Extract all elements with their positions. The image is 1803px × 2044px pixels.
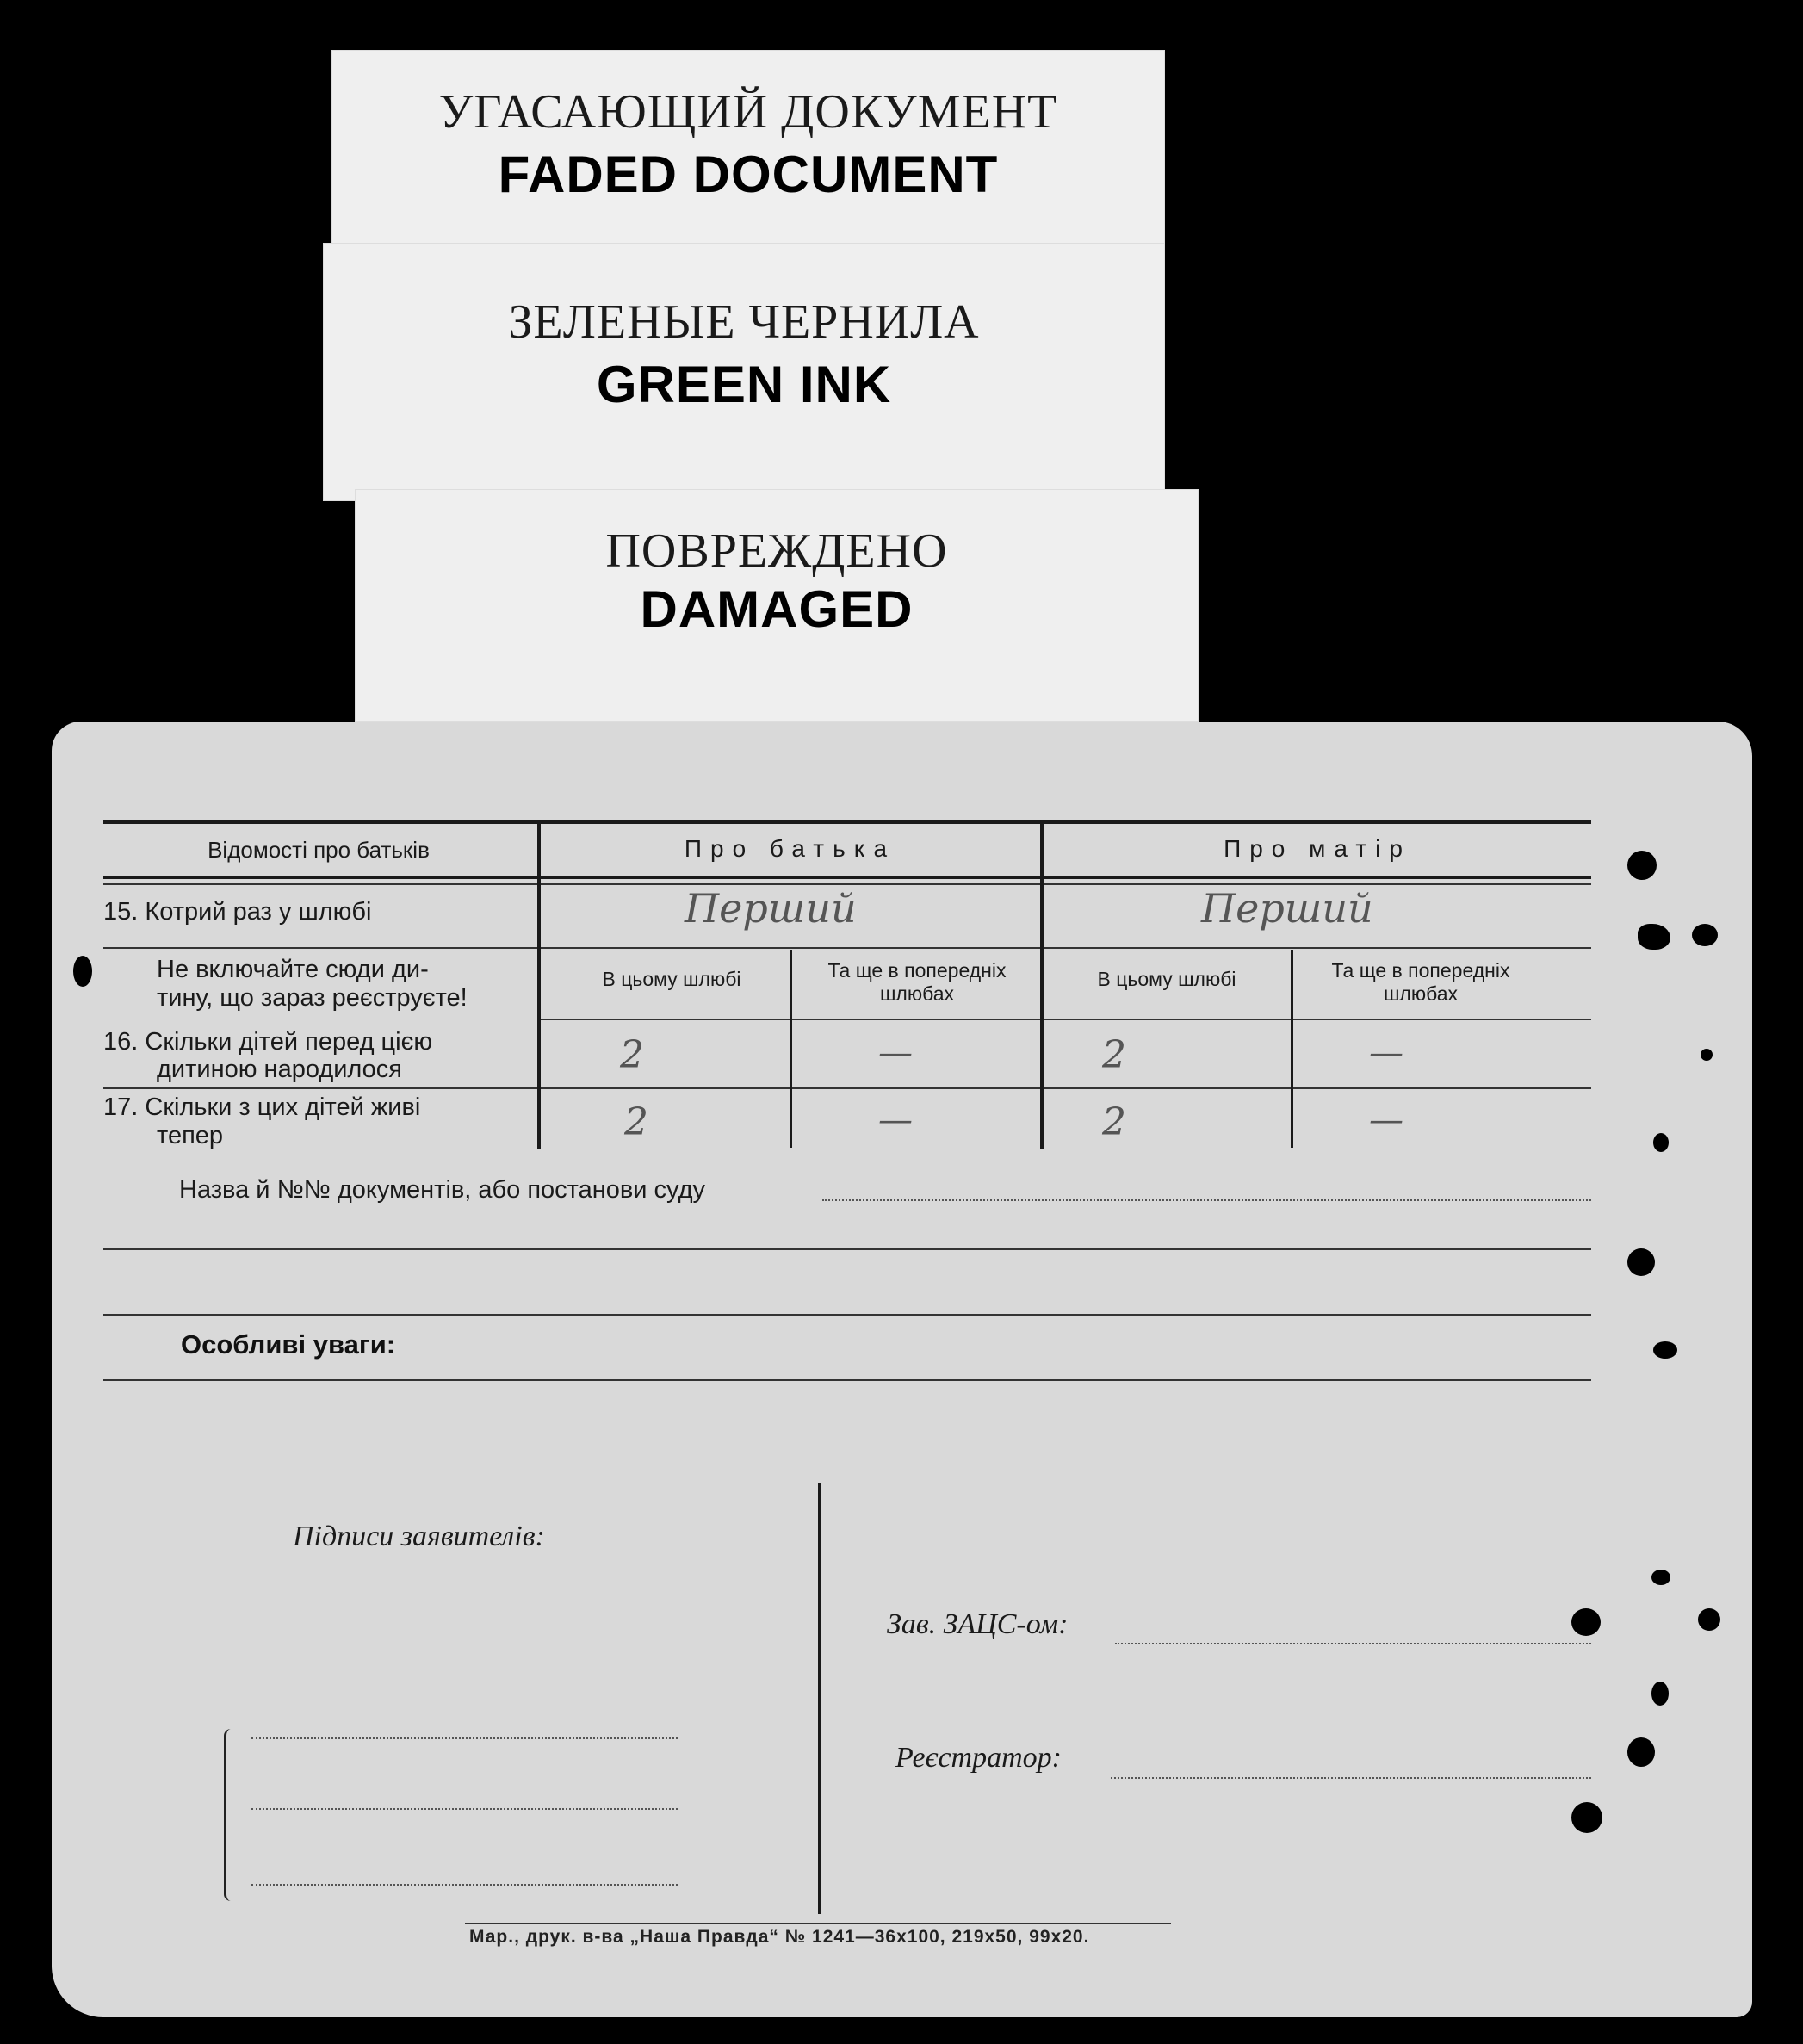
signature-line-2[interactable] (251, 1808, 678, 1810)
damage-hole (1571, 1608, 1601, 1636)
head-zags-label: Зав. ЗАЦС-ом: (887, 1608, 1069, 1640)
documents-label: Назва й №№ документів, або постанови суду (179, 1176, 706, 1204)
punch-hole (1571, 1802, 1602, 1833)
subheader-father-prev: Та ще в попередніх шлюбах (827, 959, 1007, 1005)
remarks-line (103, 1379, 1591, 1381)
damage-hole (1692, 924, 1718, 946)
handwritten-r17-mother-prev: — (1369, 1100, 1403, 1140)
notice-en-text: GREEN INK (596, 356, 892, 413)
punch-hole (1627, 1248, 1655, 1276)
row17-label-line1: 17. Скільки з цих дітей живі (103, 1093, 421, 1121)
signature-line-1[interactable] (251, 1737, 678, 1739)
row15-label: 15. Котрий раз у шлюбі (103, 898, 372, 926)
header-father: Про батька (684, 835, 896, 862)
handwritten-r15-father: Перший (685, 885, 857, 932)
documents-field[interactable] (822, 1199, 1591, 1201)
footer-rule (465, 1923, 1171, 1924)
damage-hole (1638, 924, 1670, 950)
handwritten-r17-father-prev: — (878, 1100, 913, 1140)
signature-divider (818, 1483, 821, 1914)
notice-en-text: FADED DOCUMENT (498, 146, 999, 203)
subheader-rule (538, 1019, 1591, 1020)
registration-form-sheet (52, 722, 1752, 2017)
row16-rule (103, 1087, 1591, 1089)
signature-bracket (224, 1729, 235, 1901)
row17-label-line2: тепер (157, 1122, 224, 1149)
col-divider-mother-sub (1291, 950, 1293, 1148)
subheader-father-this: В цьому шлюбі (602, 968, 741, 990)
note-line2: тину, що зараз реєструєте! (157, 984, 468, 1012)
registrar-field[interactable] (1111, 1777, 1591, 1779)
row16-label-line2: дитиною народилося (157, 1056, 403, 1083)
registrar-label: Реєстратор: (895, 1742, 1062, 1774)
notice-ru-text: ЗЕЛЕНЫЕ ЧЕРНИЛА (508, 295, 980, 349)
documents-line-3 (103, 1314, 1591, 1316)
col-divider-father-sub (790, 950, 792, 1148)
header-mother: Про матір (1224, 835, 1411, 862)
handwritten-r16-father-prev: — (878, 1033, 913, 1073)
notice-card-damaged (355, 489, 1199, 722)
notice-en-text: DAMAGED (640, 580, 914, 638)
damage-hole (1701, 1049, 1713, 1061)
row15-rule (103, 947, 1591, 949)
notice-ru-text: УГАСАЮЩИЙ ДОКУМЕНТ (438, 85, 1058, 139)
damage-hole (1651, 1682, 1669, 1706)
header-parents-info: Відомості про батьків (208, 837, 430, 863)
row16-label-line1: 16. Скільки дітей перед цією (103, 1028, 433, 1056)
signatures-label: Підписи заявителів: (293, 1521, 545, 1552)
damage-hole (1653, 1341, 1677, 1359)
damage-hole (1627, 1737, 1655, 1767)
documents-line-2 (103, 1248, 1591, 1250)
handwritten-r16-father-this: 2 (620, 1033, 644, 1077)
handwritten-r16-mother-this: 2 (1102, 1033, 1126, 1077)
damage-hole (1651, 1570, 1670, 1585)
head-zags-field[interactable] (1115, 1643, 1591, 1644)
subheader-mother-prev: Та ще в попередніх шлюбах (1331, 959, 1510, 1005)
handwritten-r17-mother-this: 2 (1102, 1100, 1126, 1144)
damage-hole (1653, 1133, 1669, 1152)
col-divider-1 (537, 821, 541, 1149)
table-top-rule (103, 820, 1591, 824)
notice-ru-text: ПОВРЕЖДЕНО (605, 524, 948, 578)
printer-imprint: Мар., друк. в-ва „Наша Правда“ № 1241—36х100, 219х50, 99х20. (469, 1927, 1090, 1947)
note-line1: Не включайте сюди ди- (157, 956, 429, 983)
handwritten-r16-mother-prev: — (1369, 1033, 1403, 1073)
damage-hole (73, 956, 92, 987)
col-divider-2 (1040, 821, 1044, 1149)
handwritten-r17-father-this: 2 (624, 1100, 648, 1144)
notice-card-faded (331, 50, 1165, 257)
signature-line-3[interactable] (251, 1884, 678, 1886)
damage-hole (1698, 1608, 1720, 1631)
notice-card-green-ink (323, 243, 1165, 501)
subheader-mother-this: В цьому шлюбі (1097, 968, 1236, 990)
handwritten-r15-mother: Перший (1201, 885, 1373, 932)
remarks-label: Особливі уваги: (181, 1329, 396, 1360)
punch-hole (1627, 851, 1657, 880)
table-header-rule (103, 876, 1591, 879)
